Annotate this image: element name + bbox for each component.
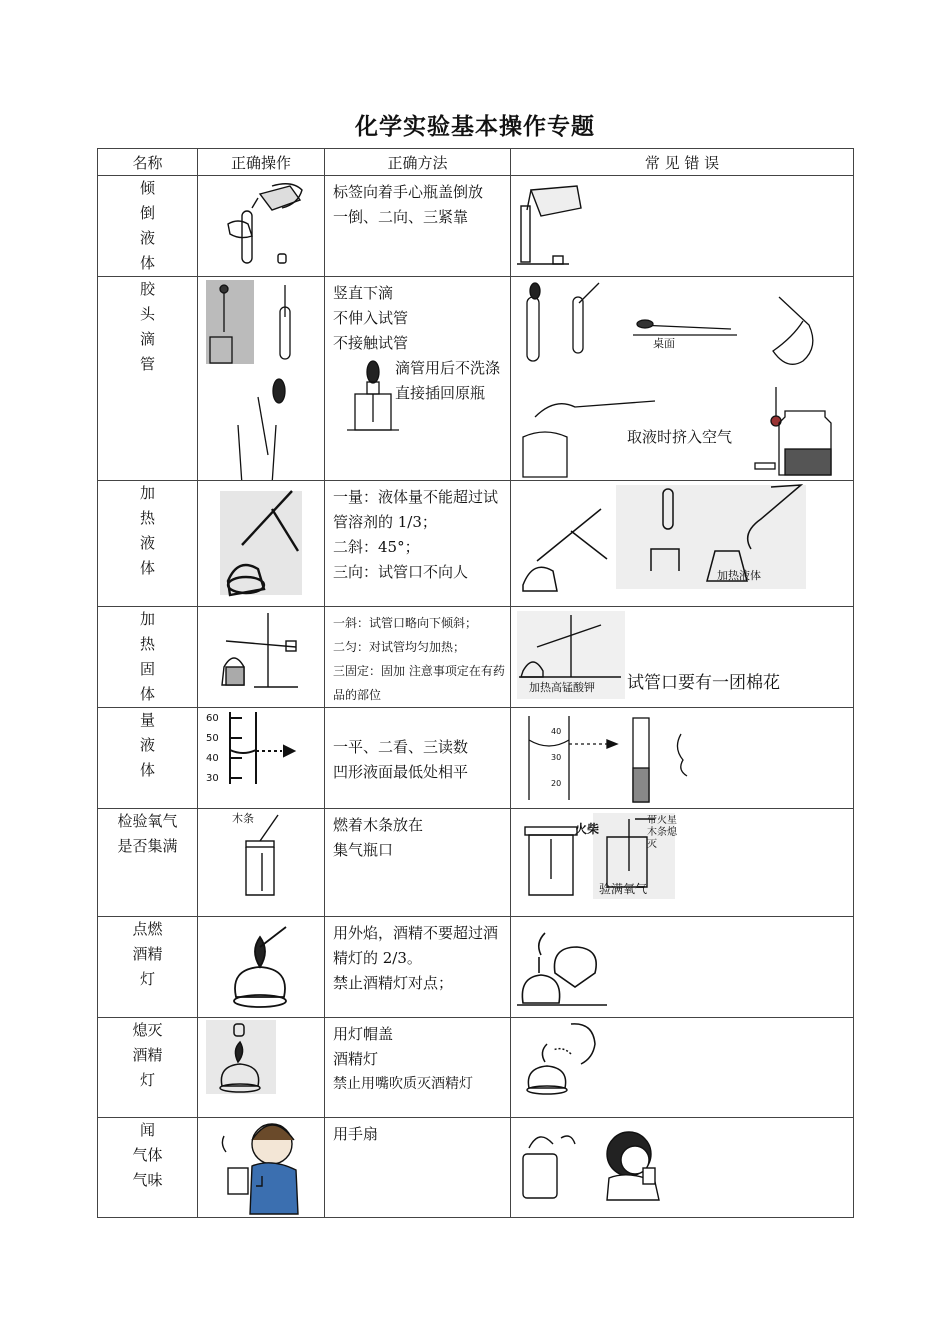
row-name: 检验氧气 是否集满 — [98, 809, 198, 917]
lighting-lamp-error-illustration — [511, 917, 854, 1017]
wafting-smell-illustration — [198, 1118, 325, 1217]
pouring-error-illustration — [511, 176, 854, 275]
row-name: 加 热 液 体 — [98, 481, 198, 607]
common-errors-cell — [511, 176, 854, 277]
correct-operation-cell — [198, 1018, 325, 1118]
common-errors-cell — [511, 917, 854, 1018]
pouring-liquid-illustration — [198, 176, 325, 275]
table-row — [98, 917, 854, 1018]
table-row — [98, 1118, 854, 1218]
correct-operation-cell — [198, 1118, 325, 1218]
table-row — [98, 176, 854, 277]
table-row — [98, 708, 854, 809]
correct-method-cell: 燃着木条放在 集气瓶口 — [325, 809, 511, 917]
row-name: 点燃 酒精 灯 — [98, 917, 198, 1018]
heating-liquid-label: 加热液体 — [717, 569, 761, 582]
header-correct-method: 正确方法 — [325, 149, 511, 176]
reagent-bottle-dropper-icon — [343, 358, 403, 438]
correct-method-cell: 一量：液体量不能超过试管溶剂的 1/3； 二斜：45°； 三向：试管口不向人 — [325, 481, 511, 607]
row-name: 胶 头 滴 管 — [98, 277, 198, 481]
correct-method-cell: 用外焰，酒精不要超过酒精灯的 2/3。 禁止酒精灯对点； — [325, 917, 511, 1018]
desk-label: 桌面 — [653, 337, 675, 350]
dropper-error-note: 取液时挤入空气 — [627, 428, 733, 446]
row-name: 量 液 体 — [98, 708, 198, 809]
heating-solid-illustration — [198, 607, 325, 707]
common-errors-cell — [511, 809, 854, 917]
common-errors-cell — [511, 1018, 854, 1118]
table-row — [98, 277, 854, 481]
measuring-cylinder-illustration — [198, 708, 325, 808]
operations-table — [97, 148, 854, 1218]
row-name: 闻 气体 气味 — [98, 1118, 198, 1218]
potassium-permanganate-label: 加热高锰酸钾 — [529, 681, 595, 694]
measuring-error-illustration — [511, 708, 854, 808]
heating-liquid-error-illustration — [511, 481, 854, 606]
table-row — [98, 1018, 854, 1118]
correct-operation-cell — [198, 277, 325, 481]
scale-label: 30 — [206, 773, 219, 784]
oxygen-test-illustration — [198, 809, 325, 916]
table-row — [98, 481, 854, 607]
oxygen-full-label: 验满氧气 — [599, 882, 648, 896]
wood-strip-label: 木条 — [232, 812, 254, 825]
common-errors-cell — [511, 708, 854, 809]
scale-label: 30 — [551, 753, 562, 762]
table-row — [98, 607, 854, 708]
correct-operation-cell — [198, 809, 325, 917]
extinguish-lamp-illustration — [198, 1018, 325, 1117]
glowing-splint-label: 带火星木条熄灭 — [647, 815, 677, 850]
page-title: 化学实验基本操作专题 — [355, 113, 595, 140]
correct-method-cell: 标签向着手心瓶盖倒放 一倒、二向、三紧靠 — [325, 176, 511, 277]
direct-smell-error-illustration — [511, 1118, 854, 1217]
correct-method-cell: 用灯帽盖 酒精灯 禁止用嘴吹质灭酒精灯 — [325, 1018, 511, 1118]
scale-label: 60 — [206, 713, 219, 724]
cotton-note: 试管口要有一团棉花 — [627, 673, 780, 693]
common-errors-cell — [511, 607, 854, 708]
row-name: 倾 倒 液 体 — [98, 176, 198, 277]
common-errors-cell — [511, 1118, 854, 1218]
scale-label: 40 — [551, 727, 562, 736]
correct-operation-cell — [198, 708, 325, 809]
table-row — [98, 809, 854, 917]
correct-method-cell: 一平、二看、三读数 凹形液面最低处相平 — [325, 708, 511, 809]
scale-label: 50 — [206, 733, 219, 744]
row-name: 熄灭 酒精 灯 — [98, 1018, 198, 1118]
dropper-wash-note: 滴管用后不洗涤直接插回原瓶 — [395, 359, 501, 402]
common-errors-cell — [511, 277, 854, 481]
scale-label: 40 — [206, 753, 219, 764]
lighting-lamp-illustration — [198, 917, 325, 1017]
header-name: 名称 — [98, 149, 198, 176]
oxygen-test-error-illustration — [511, 809, 854, 916]
header-common-errors: 常 见 错 误 — [511, 149, 854, 176]
header-correct-operation: 正确操作 — [198, 149, 325, 176]
match-label: 火柴 — [575, 822, 600, 836]
correct-method-cell: 用手扇 — [325, 1118, 511, 1218]
correct-operation-cell — [198, 481, 325, 607]
table-header-row — [98, 149, 854, 176]
correct-operation-cell — [198, 607, 325, 708]
correct-method-cell: 竖直下滴 不伸入试管 不接触试管 滴管用后不洗涤直接插回原瓶 — [325, 277, 511, 481]
scale-label: 20 — [551, 779, 562, 788]
heating-liquid-illustration — [198, 481, 325, 606]
row-name: 加 热 固 体 — [98, 607, 198, 708]
correct-operation-cell — [198, 176, 325, 277]
blowing-lamp-error-illustration — [511, 1018, 854, 1117]
dropper-illustration — [198, 277, 325, 480]
common-errors-cell — [511, 481, 854, 607]
correct-operation-cell — [198, 917, 325, 1018]
correct-method-cell: 一斜：试管口略向下倾斜； 二匀：对试管均匀加热； 三固定：固加 注意事项定在有药品的部位 — [325, 607, 511, 708]
